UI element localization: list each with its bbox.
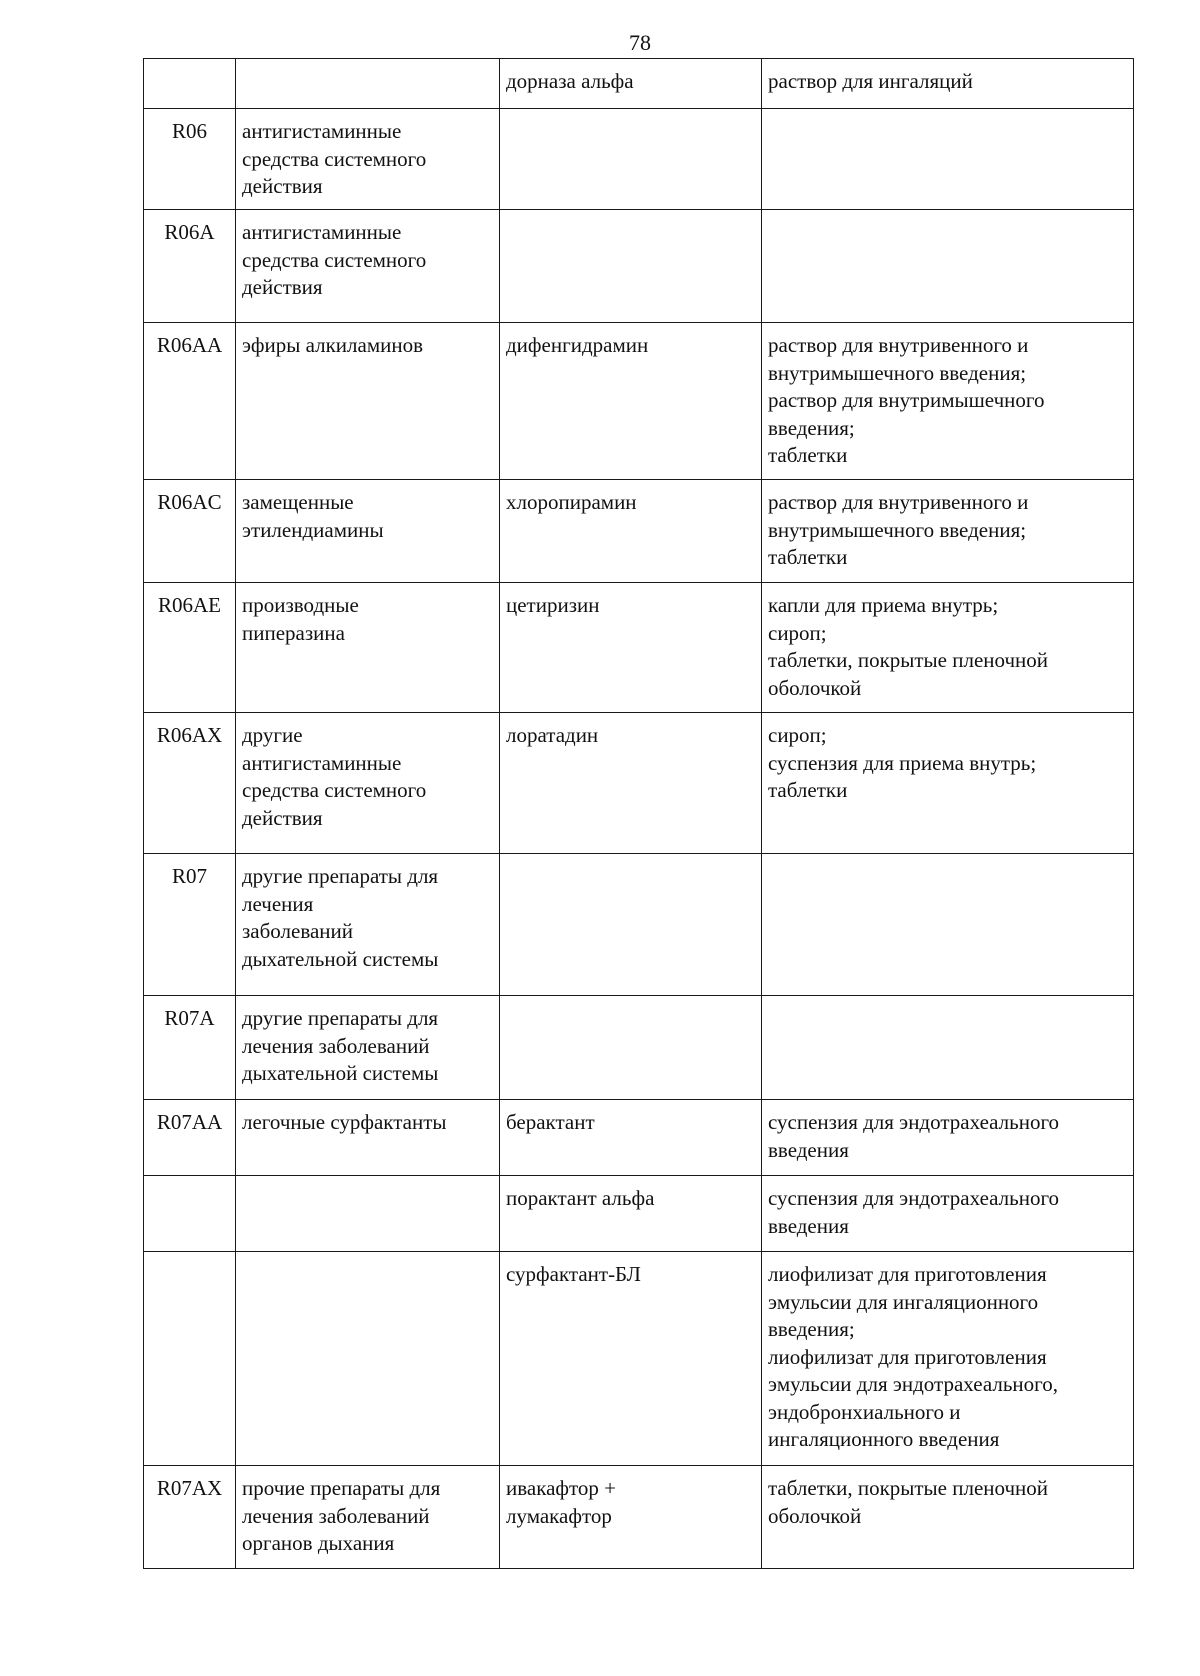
group-line: лечения заболеваний bbox=[242, 1503, 430, 1528]
drug-line: берактант bbox=[506, 1110, 595, 1134]
table-row bbox=[144, 480, 1134, 583]
drug-line: дифенгидрамин bbox=[506, 333, 649, 357]
form-line: таблетки bbox=[768, 778, 848, 802]
group-line: антигистаминные bbox=[242, 220, 402, 244]
atc-code-cell: R06AA bbox=[144, 323, 236, 480]
drug-line: лумакафтор bbox=[506, 1503, 612, 1528]
form-cell bbox=[762, 323, 1134, 480]
table-row bbox=[144, 854, 1134, 996]
drug-cell bbox=[500, 713, 762, 854]
form-line: суспензия для приема внутрь; bbox=[768, 750, 1037, 775]
group-cell bbox=[236, 480, 500, 583]
group-cell bbox=[236, 996, 500, 1100]
form-line: лиофилизат для приготовления bbox=[768, 1262, 1047, 1286]
medication-table-body bbox=[144, 59, 1134, 1569]
table-row bbox=[144, 1466, 1134, 1569]
group-line: действия bbox=[242, 174, 323, 198]
atc-code-cell: R06AX bbox=[144, 713, 236, 854]
group-line: производные bbox=[242, 593, 359, 617]
group-line: пиперазина bbox=[242, 620, 345, 645]
form-cell bbox=[762, 59, 1134, 109]
group-cell bbox=[236, 1252, 500, 1466]
group-line: прочие препараты для bbox=[242, 1476, 441, 1500]
form-cell bbox=[762, 854, 1134, 996]
form-line: ингаляционного введения bbox=[768, 1427, 1000, 1451]
drug-line: сурфактант-БЛ bbox=[506, 1262, 641, 1286]
form-line: раствор для внутривенного и bbox=[768, 490, 1029, 514]
table-row bbox=[144, 210, 1134, 323]
atc-code-cell bbox=[144, 1176, 236, 1252]
atc-code-cell: R07A bbox=[144, 996, 236, 1100]
form-line: таблетки, покрытые пленочной bbox=[768, 648, 1049, 672]
group-cell bbox=[236, 1100, 500, 1176]
group-cell bbox=[236, 1176, 500, 1252]
form-line: раствор для ингаляций bbox=[768, 69, 973, 93]
atc-code-cell: R06 bbox=[144, 109, 236, 210]
group-line: средства системного bbox=[242, 247, 427, 272]
group-line: дыхательной системы bbox=[242, 946, 439, 971]
atc-code-cell: R06AC bbox=[144, 480, 236, 583]
atc-code-cell: R07 bbox=[144, 854, 236, 996]
atc-code-cell: R07AA bbox=[144, 1100, 236, 1176]
table-row bbox=[144, 996, 1134, 1100]
form-line: внутримышечного введения; bbox=[768, 517, 1027, 542]
form-line: суспензия для эндотрахеального bbox=[768, 1186, 1060, 1210]
drug-line: ивакафтор + bbox=[506, 1476, 617, 1500]
form-cell bbox=[762, 109, 1134, 210]
form-cell bbox=[762, 583, 1134, 713]
group-line: заболеваний bbox=[242, 919, 353, 943]
form-line: таблетки bbox=[768, 443, 848, 467]
form-line: внутримышечного введения; bbox=[768, 360, 1027, 385]
form-line: таблетки, покрытые пленочной bbox=[768, 1476, 1049, 1500]
table-row bbox=[144, 59, 1134, 109]
form-cell bbox=[762, 1252, 1134, 1466]
form-line: раствор для внутривенного и bbox=[768, 333, 1029, 357]
form-line: оболочкой bbox=[768, 675, 862, 700]
drug-line: порактант альфа bbox=[506, 1186, 655, 1210]
group-cell bbox=[236, 59, 500, 109]
group-line: антигистаминные bbox=[242, 119, 402, 143]
table-row bbox=[144, 713, 1134, 854]
atc-code-cell bbox=[144, 59, 236, 109]
drug-cell bbox=[500, 59, 762, 109]
drug-cell bbox=[500, 996, 762, 1100]
group-line: действия bbox=[242, 275, 323, 299]
table-row bbox=[144, 1252, 1134, 1466]
form-line: суспензия для эндотрахеального bbox=[768, 1110, 1060, 1134]
group-line: органов дыхания bbox=[242, 1531, 395, 1555]
form-line: лиофилизат для приготовления bbox=[768, 1344, 1047, 1369]
form-line: таблетки bbox=[768, 545, 848, 569]
atc-code-cell: R07AX bbox=[144, 1466, 236, 1569]
drug-cell bbox=[500, 1176, 762, 1252]
group-line: легочные сурфактанты bbox=[242, 1110, 447, 1134]
drug-cell bbox=[500, 583, 762, 713]
drug-cell bbox=[500, 109, 762, 210]
group-line: средства системного bbox=[242, 778, 427, 802]
group-cell bbox=[236, 854, 500, 996]
table-row bbox=[144, 583, 1134, 713]
form-cell bbox=[762, 210, 1134, 323]
drug-cell bbox=[500, 210, 762, 323]
group-cell bbox=[236, 1466, 500, 1569]
form-line: сироп; bbox=[768, 620, 827, 645]
form-line: раствор для внутримышечного bbox=[768, 388, 1045, 412]
table-row bbox=[144, 109, 1134, 210]
page-number: 78 bbox=[629, 30, 651, 55]
form-line: введения bbox=[768, 1137, 849, 1162]
group-line: другие bbox=[242, 723, 303, 747]
group-cell bbox=[236, 210, 500, 323]
form-line: введения bbox=[768, 1213, 849, 1238]
medication-table bbox=[143, 58, 1134, 1569]
drug-cell bbox=[500, 854, 762, 996]
drug-cell bbox=[500, 1252, 762, 1466]
form-line: сироп; bbox=[768, 723, 827, 747]
group-line: антигистаминные bbox=[242, 750, 402, 775]
group-line: действия bbox=[242, 805, 323, 830]
group-line: лечения заболеваний bbox=[242, 1033, 430, 1058]
form-line: введения; bbox=[768, 415, 855, 440]
group-line: средства системного bbox=[242, 146, 427, 171]
atc-code-cell: R06AE bbox=[144, 583, 236, 713]
drug-cell bbox=[500, 1466, 762, 1569]
drug-cell bbox=[500, 323, 762, 480]
form-cell bbox=[762, 1176, 1134, 1252]
group-cell bbox=[236, 323, 500, 480]
group-line: замещенные bbox=[242, 490, 354, 514]
table-row bbox=[144, 1176, 1134, 1252]
form-line: эмульсии для ингаляционного bbox=[768, 1289, 1039, 1314]
form-cell bbox=[762, 1466, 1134, 1569]
drug-line: лоратадин bbox=[506, 723, 599, 747]
group-cell bbox=[236, 713, 500, 854]
group-line: этилендиамины bbox=[242, 517, 384, 542]
form-line: оболочкой bbox=[768, 1503, 862, 1528]
form-line: эндобронхиального и bbox=[768, 1399, 961, 1424]
form-cell bbox=[762, 996, 1134, 1100]
form-cell bbox=[762, 713, 1134, 854]
drug-line: хлоропирамин bbox=[506, 490, 637, 514]
group-line: дыхательной системы bbox=[242, 1061, 439, 1085]
drug-cell bbox=[500, 1100, 762, 1176]
group-line: другие препараты для bbox=[242, 1006, 439, 1030]
drug-line: дорназа альфа bbox=[506, 69, 634, 93]
table-row bbox=[144, 1100, 1134, 1176]
group-line: лечения bbox=[242, 891, 314, 916]
group-cell bbox=[236, 583, 500, 713]
drug-line: цетиризин bbox=[506, 593, 600, 617]
atc-code-cell bbox=[144, 1252, 236, 1466]
atc-code-cell: R06A bbox=[144, 210, 236, 323]
form-cell bbox=[762, 480, 1134, 583]
drug-cell bbox=[500, 480, 762, 583]
table-row bbox=[144, 323, 1134, 480]
form-line: капли для приема внутрь; bbox=[768, 593, 999, 617]
form-line: введения; bbox=[768, 1317, 855, 1341]
form-cell bbox=[762, 1100, 1134, 1176]
form-line: эмульсии для эндотрахеального, bbox=[768, 1372, 1058, 1396]
group-line: эфиры алкиламинов bbox=[242, 333, 424, 357]
group-line: другие препараты для bbox=[242, 864, 439, 888]
group-cell bbox=[236, 109, 500, 210]
